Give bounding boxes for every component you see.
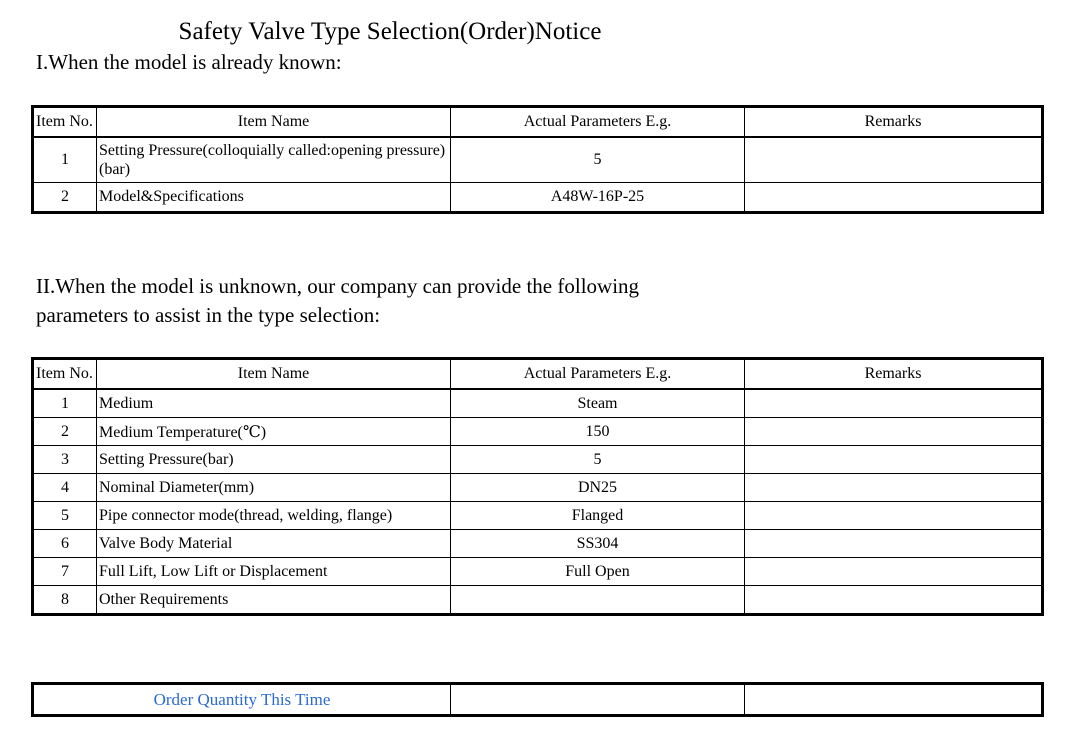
parameter-cell[interactable]: 5	[451, 137, 745, 183]
header-actual-parameters: Actual Parameters E.g.	[451, 107, 745, 138]
parameter-cell[interactable]: 5	[451, 446, 745, 474]
item-no-cell: 1	[33, 389, 97, 418]
remarks-cell[interactable]	[745, 474, 1043, 502]
parameter-cell[interactable]	[451, 586, 745, 615]
item-name-cell: Nominal Diameter(mm)	[97, 474, 451, 502]
item-no-cell: 5	[33, 502, 97, 530]
item-no-cell: 7	[33, 558, 97, 586]
item-name-cell: Pipe connector mode(thread, welding, flange)	[97, 502, 451, 530]
order-quantity-label: Order Quantity This Time	[33, 684, 451, 716]
table-header-row	[33, 107, 1043, 138]
remarks-cell[interactable]	[745, 389, 1043, 418]
item-name-cell: Other Requirements	[97, 586, 451, 615]
item-name-cell: Full Lift, Low Lift or Displacement	[97, 558, 451, 586]
header-item-no: Item No.	[33, 107, 97, 138]
item-name-cell: Setting Pressure(colloquially called:opening pressure)(bar)	[97, 137, 451, 183]
table-row	[33, 418, 1043, 446]
item-no-cell: 6	[33, 530, 97, 558]
header-remarks: Remarks	[745, 107, 1043, 138]
order-quantity-cell[interactable]	[451, 684, 745, 716]
remarks-cell[interactable]	[745, 183, 1043, 213]
item-no-cell: 4	[33, 474, 97, 502]
order-quantity-row	[33, 684, 1043, 716]
item-no-cell: 8	[33, 586, 97, 615]
item-no-cell: 2	[33, 418, 97, 446]
header-remarks: Remarks	[745, 359, 1043, 390]
table-row	[33, 137, 1043, 183]
section-2-heading: II.When the model is unknown, our company can provide the following parameters to assist in the type selection:	[36, 274, 640, 327]
remarks-cell[interactable]	[745, 502, 1043, 530]
page-title: Safety Valve Type Selection(Order)Notice	[178, 18, 602, 45]
item-no-cell: 2	[33, 183, 97, 213]
header-item-name: Item Name	[97, 107, 451, 138]
table-row	[33, 183, 1043, 213]
item-name-cell: Medium	[97, 389, 451, 418]
remarks-cell[interactable]	[745, 418, 1043, 446]
table-row	[33, 446, 1043, 474]
remarks-cell[interactable]	[745, 558, 1043, 586]
table-row	[33, 502, 1043, 530]
table-header-row	[33, 359, 1043, 390]
parameter-cell[interactable]: Flanged	[451, 502, 745, 530]
remarks-cell[interactable]	[745, 137, 1043, 183]
section-1-heading: I.When the model is already known:	[36, 50, 342, 74]
header-actual-parameters: Actual Parameters E.g.	[451, 359, 745, 390]
table-row	[33, 389, 1043, 418]
order-remarks-cell[interactable]	[745, 684, 1043, 716]
parameter-cell[interactable]: DN25	[451, 474, 745, 502]
item-no-cell: 1	[33, 137, 97, 183]
table-row	[33, 586, 1043, 615]
parameter-cell[interactable]: Steam	[451, 389, 745, 418]
unknown-model-table	[31, 357, 1044, 616]
item-name-cell: Model&Specifications	[97, 183, 451, 213]
order-quantity-table	[31, 682, 1044, 717]
table-row	[33, 474, 1043, 502]
header-item-no: Item No.	[33, 359, 97, 390]
remarks-cell[interactable]	[745, 446, 1043, 474]
header-item-name: Item Name	[97, 359, 451, 390]
parameter-cell[interactable]: A48W-16P-25	[451, 183, 745, 213]
remarks-cell[interactable]	[745, 586, 1043, 615]
parameter-cell[interactable]: Full Open	[451, 558, 745, 586]
known-model-table	[31, 105, 1044, 214]
table-row	[33, 558, 1043, 586]
remarks-cell[interactable]	[745, 530, 1043, 558]
item-name-cell: Valve Body Material	[97, 530, 451, 558]
item-name-cell: Medium Temperature(℃)	[97, 418, 451, 446]
item-name-cell: Setting Pressure(bar)	[97, 446, 451, 474]
item-no-cell: 3	[33, 446, 97, 474]
parameter-cell[interactable]: SS304	[451, 530, 745, 558]
table-row	[33, 530, 1043, 558]
parameter-cell[interactable]: 150	[451, 418, 745, 446]
